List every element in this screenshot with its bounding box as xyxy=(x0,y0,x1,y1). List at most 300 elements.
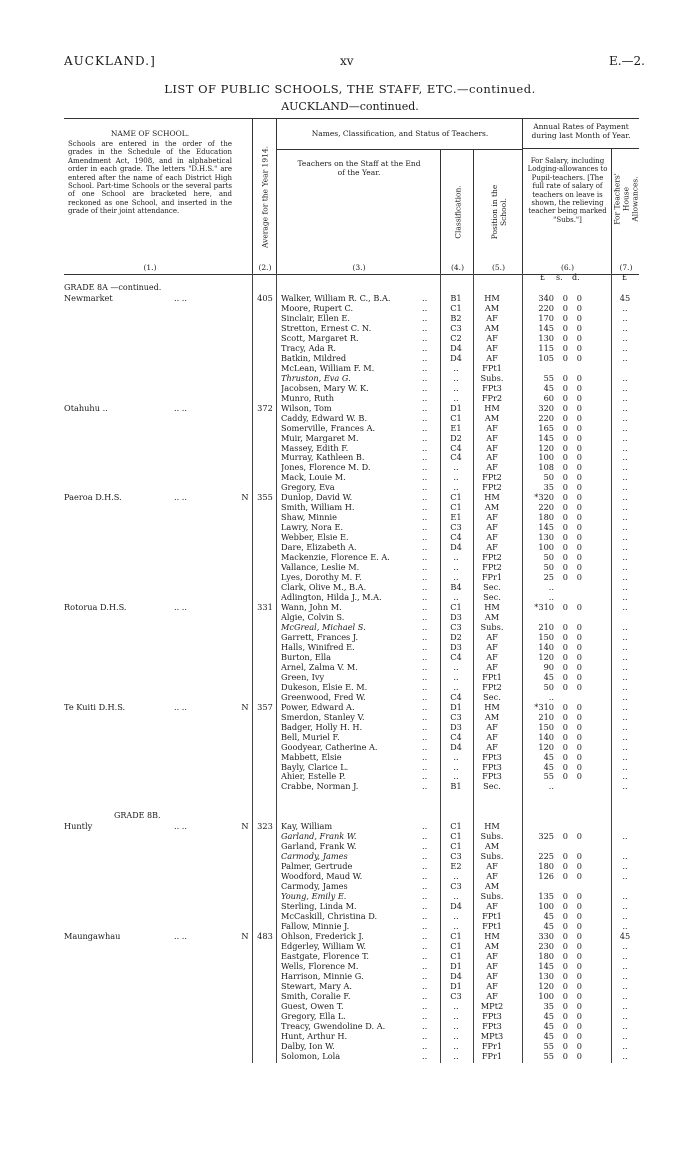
salary xyxy=(532,632,606,642)
classification: .. xyxy=(453,751,459,762)
page-title: LIST OF PUBLIC SCHOOLS, THE STAFF, ETC.—continued. xyxy=(164,82,536,96)
position: AF xyxy=(486,462,498,473)
salary-pounds: 330 xyxy=(538,930,554,941)
table-row xyxy=(64,951,639,961)
house-allowance: .. xyxy=(622,532,628,543)
classification: C1 xyxy=(450,841,462,852)
salary xyxy=(532,951,606,961)
leader-dots: .. xyxy=(422,661,428,672)
classification: .. xyxy=(453,671,459,682)
salary xyxy=(532,762,606,772)
position: Sec. xyxy=(483,781,501,792)
salary-pounds: 55 xyxy=(543,771,554,782)
house-allowance: .. xyxy=(622,921,628,931)
classification: .. xyxy=(453,482,459,493)
salary xyxy=(532,821,606,831)
salary-pounds: *310 xyxy=(534,701,554,712)
table-row xyxy=(64,692,639,702)
leader-dots: .. xyxy=(422,322,428,333)
salary xyxy=(532,293,606,303)
leader-dots: .. xyxy=(422,342,428,353)
classification: .. xyxy=(453,1050,459,1061)
leader-dots: .. xyxy=(422,841,428,852)
salary xyxy=(532,592,606,602)
house-allowance: .. xyxy=(622,522,628,533)
table-row xyxy=(64,841,639,851)
position: MPt2 xyxy=(480,1000,504,1011)
salary-shillings: 0 xyxy=(562,472,568,483)
salary-pounds: 220 xyxy=(538,412,554,423)
classification: B1 xyxy=(450,781,462,792)
salary-pence: 0 xyxy=(576,542,582,553)
salary-shillings: 0 xyxy=(562,851,568,862)
classification: C1 xyxy=(450,302,462,313)
col-avg-title: Average for the Year 1914. xyxy=(260,145,270,248)
classification: .. xyxy=(453,681,459,692)
leader-dots: .. xyxy=(422,292,428,303)
leader-dots: .. xyxy=(422,492,428,503)
table-row xyxy=(64,592,639,602)
teacher-name: Edgerley, William W. xyxy=(281,940,367,951)
house-allowance: .. xyxy=(622,1040,628,1051)
classification: D3 xyxy=(450,721,462,732)
salary xyxy=(532,642,606,652)
salary-shillings: 0 xyxy=(562,392,568,403)
classification: B2 xyxy=(450,312,462,323)
salary xyxy=(532,941,606,951)
salary-shillings: 0 xyxy=(562,871,568,882)
leader-dots: .. xyxy=(422,532,428,543)
average-attendance: 323 xyxy=(257,821,273,832)
classification: C4 xyxy=(450,651,462,662)
position: AF xyxy=(486,741,498,752)
leader-dots: .. xyxy=(422,761,428,772)
table-row xyxy=(64,642,639,652)
house-allowance: .. xyxy=(622,950,628,961)
teacher-name: Walker, William R. C., B.A. xyxy=(281,292,391,303)
leader-dots: .. xyxy=(422,1040,428,1051)
salary xyxy=(532,512,606,522)
teacher-name: Goodyear, Catherine A. xyxy=(281,741,378,752)
classification: D2 xyxy=(450,631,462,642)
salary-pounds: *320 xyxy=(534,492,554,503)
house-allowance: .. xyxy=(622,302,628,313)
classification: .. xyxy=(453,572,459,583)
classification: B1 xyxy=(450,292,462,303)
leader-dots: .. xyxy=(422,891,428,902)
school-code: N xyxy=(241,930,249,941)
teacher-name: Wilson, Tom xyxy=(281,402,332,413)
leader-dots: .. xyxy=(422,731,428,742)
classification: C4 xyxy=(450,452,462,463)
leader-dots: .. xyxy=(422,1010,428,1021)
col-teachers-number: (3.) xyxy=(352,263,366,272)
teacher-name: Smerdon, Stanley V. xyxy=(281,711,365,722)
salary-pounds: 120 xyxy=(538,741,554,752)
salary-pence: 0 xyxy=(576,651,582,662)
leader-dots: .. xyxy=(422,681,428,692)
position: HM xyxy=(484,701,500,712)
table-row xyxy=(64,1041,639,1051)
table-row xyxy=(64,702,639,712)
salary-pence: 0 xyxy=(576,512,582,523)
salary-pounds: 108 xyxy=(538,462,554,473)
teacher-name: Dalby, Ion W. xyxy=(281,1040,335,1051)
table-row xyxy=(64,512,639,522)
col-class-header xyxy=(440,149,474,274)
col-teachers-title: Teachers on the Staff at the End of the Year. xyxy=(297,159,421,177)
salary xyxy=(532,443,606,453)
salary xyxy=(532,403,606,413)
classification: .. xyxy=(453,1040,459,1051)
salary-shillings: 0 xyxy=(562,681,568,692)
salary-pence: 0 xyxy=(576,901,582,912)
house-allowance: .. xyxy=(622,582,628,593)
salary-pounds: 45 xyxy=(543,1010,554,1021)
teacher-name: Burton, Ella xyxy=(281,651,331,662)
position: HM xyxy=(484,492,500,503)
table-row xyxy=(64,682,639,692)
position: AF xyxy=(486,631,498,642)
leader-dots: .. xyxy=(422,621,428,632)
salary-pence: 0 xyxy=(576,482,582,493)
position: AF xyxy=(486,522,498,533)
salary-shillings: 0 xyxy=(562,302,568,313)
position: Subs. xyxy=(480,851,504,862)
salary-pounds: 115 xyxy=(538,342,554,353)
position: FPt3 xyxy=(482,1020,502,1031)
table-row xyxy=(64,732,639,742)
average-attendance: 405 xyxy=(257,292,273,303)
salary-shillings: 0 xyxy=(562,990,568,1001)
teacher-name: Moore, Rupert C. xyxy=(281,302,354,313)
house-allowance: .. xyxy=(622,940,628,951)
leader-dots: .. .. xyxy=(174,821,188,832)
position: AF xyxy=(486,661,498,672)
teacher-name: Caddy, Edward W. B. xyxy=(281,412,368,423)
teacher-name: Ohlson, Frederick J. xyxy=(281,930,364,941)
position: FPt1 xyxy=(482,671,502,682)
salary-pounds: 165 xyxy=(538,422,554,433)
teacher-name: Harrison, Minnie G. xyxy=(281,970,364,981)
teacher-name: Palmer, Gertrude xyxy=(281,861,353,872)
table-row xyxy=(64,981,639,991)
table-row xyxy=(64,323,639,333)
salary-pence: 0 xyxy=(576,562,582,573)
salary-shillings: 0 xyxy=(562,1030,568,1041)
salary xyxy=(532,702,606,712)
position: AF xyxy=(486,731,498,742)
leader-dots: .. xyxy=(422,821,428,832)
salary-pence: 0 xyxy=(576,602,582,612)
salary-shillings: 0 xyxy=(562,930,568,941)
classification: .. xyxy=(453,362,459,373)
col-school-title: NAME OF SCHOOL. xyxy=(110,129,190,138)
position: FPt1 xyxy=(482,911,502,922)
position: FPr1 xyxy=(481,1050,503,1061)
leader-dots: .. xyxy=(422,691,428,702)
salary xyxy=(532,1031,606,1041)
teacher-name: Woodford, Maud W. xyxy=(281,871,363,882)
salary xyxy=(532,881,606,891)
position: Sec. xyxy=(483,691,501,702)
col-salary-number: (6.) xyxy=(560,263,574,272)
salary-pounds: 45 xyxy=(543,671,554,682)
salary-shillings: 0 xyxy=(562,412,568,423)
table-row xyxy=(64,791,639,801)
leader-dots: .. xyxy=(422,940,428,951)
house-allowance: 45 xyxy=(619,930,631,941)
salary-shillings: 0 xyxy=(562,562,568,573)
position: FPr1 xyxy=(481,1040,503,1051)
school-code: N xyxy=(241,821,249,832)
col-salary-title: For Salary, including Lodging-allowances to Pupil-teachers. [The full rate of salary of teachers on leave is shown, the relieving teacher being marked "Subs."] xyxy=(527,157,608,224)
leader-dots: .. xyxy=(422,901,428,912)
leader-dots: .. xyxy=(422,831,428,842)
classification: .. xyxy=(453,871,459,882)
leader-dots: .. xyxy=(422,651,428,662)
salary xyxy=(532,732,606,742)
classification: .. xyxy=(453,472,459,483)
col-class-number: (4.) xyxy=(450,263,464,272)
classification: C3 xyxy=(450,990,462,1001)
house-allowance: .. xyxy=(622,831,628,842)
salary xyxy=(532,323,606,333)
house-allowance: .. xyxy=(622,891,628,902)
leader-dots: .. xyxy=(422,781,428,792)
school-name: Rotorua D.H.S. xyxy=(64,602,127,612)
teacher-name: Gregory, Eva xyxy=(281,482,335,493)
col-school-note: Schools are entered in the order of the grades in the Schedule of the Education Amendment Act, 1908, and in alphabetical order in each grade. The letters "D.H.S." are entered after the name of each District High School. Part-time Schools or the several parts of one School are bracketed here, and reckoned as one School, and inserted in the grade of their joint attendance. xyxy=(68,140,232,216)
table-row xyxy=(64,403,639,413)
house-allowance: .. xyxy=(622,422,628,433)
table-row xyxy=(64,612,639,622)
leader-dots: .. xyxy=(422,332,428,343)
salary xyxy=(532,841,606,851)
table-row xyxy=(64,911,639,921)
col-pos-number: (5.) xyxy=(491,263,505,272)
salary xyxy=(532,373,606,383)
house-allowance: .. xyxy=(622,781,628,792)
salary-pence: 0 xyxy=(576,671,582,682)
table-row xyxy=(64,722,639,732)
salary-pounds: 55 xyxy=(543,1040,554,1051)
unit-shillings: s. xyxy=(556,273,563,282)
leader-dots: .. xyxy=(422,871,428,882)
classification: D4 xyxy=(450,542,462,553)
leader-dots: .. xyxy=(422,502,428,513)
col-school-header xyxy=(64,119,236,274)
teacher-name: Garland, Frank W. xyxy=(281,831,357,842)
salary-shillings: 0 xyxy=(562,1010,568,1021)
classification: C1 xyxy=(450,950,462,961)
salary-pounds: 45 xyxy=(543,751,554,762)
school-name: Otahuhu .. xyxy=(64,402,108,413)
salary-pence: 0 xyxy=(576,292,582,303)
grade-label: GRADE 8B. xyxy=(114,811,161,821)
teacher-name: Munro, Ruth xyxy=(281,392,334,403)
salary-shillings: 0 xyxy=(562,751,568,762)
house-allowance: .. xyxy=(622,871,628,882)
salary-pence: 0 xyxy=(576,741,582,752)
salary-pounds: 320 xyxy=(538,402,554,413)
salary-pence: 0 xyxy=(576,701,582,712)
salary-pounds: 50 xyxy=(543,472,554,483)
leader-dots: .. xyxy=(422,412,428,423)
classification: D3 xyxy=(450,641,462,652)
teacher-name: Gregory, Ella L. xyxy=(281,1010,346,1021)
position: Subs. xyxy=(480,831,504,842)
salary-pounds: 45 xyxy=(543,382,554,393)
salary-shillings: 0 xyxy=(562,731,568,742)
table-row xyxy=(64,393,639,403)
salary xyxy=(532,582,606,592)
salary-pence: 0 xyxy=(576,960,582,971)
leader-dots: .. xyxy=(422,1020,428,1031)
classification: D1 xyxy=(450,960,462,971)
teacher-name: Badger, Holly H. H. xyxy=(281,721,363,732)
salary-pence: 0 xyxy=(576,711,582,722)
position: HM xyxy=(484,930,500,941)
salary-pence: 0 xyxy=(576,1050,582,1061)
teacher-name: Sterling, Linda M. xyxy=(281,901,357,912)
salary-pence: 0 xyxy=(576,990,582,1001)
classification: C1 xyxy=(450,821,462,832)
salary-shillings: 0 xyxy=(562,651,568,662)
salary-shillings: 0 xyxy=(562,432,568,443)
house-allowance: .. xyxy=(622,1030,628,1041)
salary xyxy=(532,971,606,981)
salary xyxy=(532,891,606,901)
house-allowance: .. xyxy=(622,751,628,762)
classification: D3 xyxy=(450,611,462,622)
classification: B4 xyxy=(450,582,462,593)
salary-pence: 0 xyxy=(576,641,582,652)
house-allowance: .. xyxy=(622,901,628,912)
salary xyxy=(532,612,606,622)
salary xyxy=(532,552,606,562)
salary-shillings: 0 xyxy=(562,512,568,523)
salary-pence: 0 xyxy=(576,322,582,333)
staff-table-body xyxy=(64,283,639,1061)
teacher-name: Algie, Colvin S. xyxy=(281,611,345,622)
salary-pence: 0 xyxy=(576,621,582,632)
average-attendance: 483 xyxy=(257,930,273,941)
salary-pence: 0 xyxy=(576,950,582,961)
salary-pounds: 340 xyxy=(538,292,554,303)
salary xyxy=(532,353,606,363)
salary xyxy=(532,652,606,662)
salary-pence: 0 xyxy=(576,462,582,473)
salary-pounds: 210 xyxy=(538,711,554,722)
salary-pounds: .. xyxy=(548,582,554,593)
position: FPt2 xyxy=(482,482,502,493)
position: HM xyxy=(484,292,500,303)
salary-shillings: 0 xyxy=(562,631,568,642)
salary-pounds: 140 xyxy=(538,731,554,742)
leader-dots: .. xyxy=(422,631,428,642)
position: AM xyxy=(484,322,500,333)
salary xyxy=(532,781,606,791)
classification: C2 xyxy=(450,332,462,343)
leader-dots: .. xyxy=(422,462,428,473)
salary xyxy=(532,383,606,393)
position: AF xyxy=(486,980,498,991)
salary xyxy=(532,482,606,492)
leader-dots: .. xyxy=(422,422,428,433)
salary xyxy=(532,682,606,692)
classification: C3 xyxy=(450,322,462,333)
school-name: Huntly xyxy=(64,821,93,832)
leader-dots: .. xyxy=(422,472,428,483)
teacher-name: Mackenzie, Florence E. A. xyxy=(281,552,390,563)
classification: .. xyxy=(453,771,459,782)
salary-pounds: 60 xyxy=(543,392,554,403)
salary xyxy=(532,911,606,921)
unit-pounds: £ xyxy=(540,273,546,282)
classification: C1 xyxy=(450,602,462,612)
leader-dots: .. xyxy=(422,671,428,682)
salary xyxy=(532,722,606,732)
classification: E2 xyxy=(450,861,462,872)
classification: C1 xyxy=(450,502,462,513)
salary-shillings: 0 xyxy=(562,901,568,912)
classification: .. xyxy=(453,661,459,672)
classification: .. xyxy=(453,1010,459,1021)
house-allowance: .. xyxy=(622,482,628,493)
salary-pounds: 50 xyxy=(543,681,554,692)
salary-pounds: 120 xyxy=(538,651,554,662)
salary xyxy=(532,1041,606,1051)
teacher-name: Halls, Winifred E. xyxy=(281,641,355,652)
teacher-name: Dare, Elizabeth A. xyxy=(281,542,357,553)
leader-dots: .. .. xyxy=(174,492,188,503)
col-school-number: (1.) xyxy=(143,263,157,272)
position: FPt3 xyxy=(482,761,502,772)
table-row xyxy=(64,602,639,612)
classification: .. xyxy=(453,1030,459,1041)
teacher-name: Mabbett, Elsie xyxy=(281,751,342,762)
salary xyxy=(532,303,606,313)
classification: D4 xyxy=(450,970,462,981)
table-row xyxy=(64,771,639,781)
house-allowance: .. xyxy=(622,681,628,692)
salary-pounds: 130 xyxy=(538,970,554,981)
house-allowance: .. xyxy=(622,332,628,343)
salary-pence: 0 xyxy=(576,472,582,483)
salary-pounds: .. xyxy=(548,592,554,603)
salary xyxy=(532,861,606,871)
salary-shillings: 0 xyxy=(562,761,568,772)
classification: .. xyxy=(453,372,459,383)
salary-pence: 0 xyxy=(576,980,582,991)
position: AM xyxy=(484,302,500,313)
salary-pounds: 120 xyxy=(538,980,554,991)
salary-pounds: 35 xyxy=(543,482,554,493)
teacher-name: Shaw, Minnie xyxy=(281,512,338,523)
position: AM xyxy=(484,611,500,622)
classification: D1 xyxy=(450,980,462,991)
salary-pence: 0 xyxy=(576,1030,582,1041)
house-allowance: .. xyxy=(622,671,628,682)
classification: .. xyxy=(453,562,459,573)
leader-dots: .. xyxy=(422,930,428,941)
salary-pence: 0 xyxy=(576,681,582,692)
teacher-name: Ahier, Estelle P. xyxy=(281,771,346,782)
table-row xyxy=(64,941,639,951)
house-allowance: .. xyxy=(622,372,628,383)
salary xyxy=(532,462,606,472)
